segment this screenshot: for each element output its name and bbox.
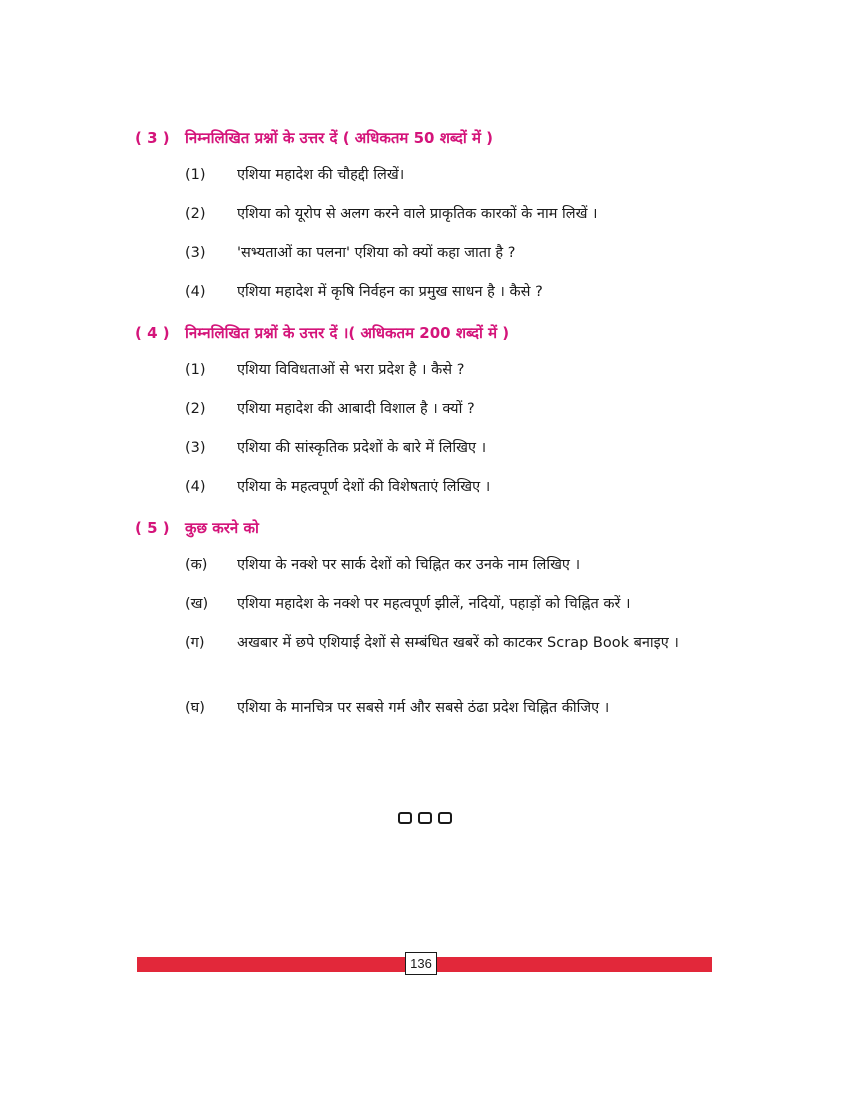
item-text: एशिया महादेश की चौहद्दी लिखें।	[237, 167, 405, 183]
square-ornament-icon	[418, 812, 432, 824]
item-text: एशिया के महत्वपूर्ण देशों की विशेषताएं लिखिए ।	[237, 479, 491, 495]
square-ornament-icon	[438, 812, 452, 824]
item-text: एशिया विविधताओं से भरा प्रदेश है । कैसे ?	[237, 362, 465, 378]
item-text: एशिया महादेश के नक्शे पर महत्वपूर्ण झीलें, नदियों, पहाड़ों को चिह्नित करें ।	[237, 596, 631, 612]
square-ornament-icon	[398, 812, 412, 824]
item-index: (ग)	[185, 635, 205, 651]
item-index: (ख)	[185, 596, 209, 612]
section-number: ( 3 )	[135, 129, 170, 147]
item-index: (क)	[185, 557, 208, 573]
list-item	[185, 240, 715, 266]
item-index: (3)	[185, 245, 206, 261]
section-number: ( 4 )	[135, 324, 170, 342]
item-text: एशिया महादेश की आबादी विशाल है । क्यों ?	[237, 401, 475, 417]
item-text: एशिया को यूरोप से अलग करने वाले प्राकृतिक कारकों के नाम लिखें ।	[237, 206, 598, 222]
list-item	[185, 162, 715, 188]
end-of-chapter-ornament	[398, 812, 452, 826]
item-text: एशिया के नक्शे पर सार्क देशों को चिह्नित कर उनके नाम लिखिए ।	[237, 557, 581, 573]
section-title: कुछ करने को	[185, 519, 259, 537]
section-3-heading	[135, 128, 493, 148]
item-index: (4)	[185, 284, 206, 300]
list-item	[185, 357, 715, 383]
item-index: (2)	[185, 206, 206, 222]
item-index: (3)	[185, 440, 206, 456]
list-item	[185, 591, 715, 617]
item-index: (1)	[185, 362, 206, 378]
item-text: एशिया महादेश में कृषि निर्वहन का प्रमुख साधन है । कैसे ?	[237, 284, 543, 300]
section-5-heading	[135, 518, 259, 538]
item-text: एशिया की सांस्कृतिक प्रदेशों के बारे में लिखिए ।	[237, 440, 487, 456]
list-item	[185, 435, 715, 461]
list-item	[185, 396, 715, 422]
item-index: (1)	[185, 167, 206, 183]
item-text: एशिया के मानचित्र पर सबसे गर्म और सबसे ठंढा प्रदेश चिह्नित कीजिए ।	[237, 700, 610, 716]
section-title: निम्नलिखित प्रश्नों के उत्तर दें ( अधिकतम 50 शब्दों में )	[185, 129, 494, 147]
list-item	[185, 279, 715, 305]
item-index: (4)	[185, 479, 206, 495]
list-item	[185, 474, 715, 500]
list-item	[185, 552, 715, 578]
item-text: 'सभ्यताओं का पलना' एशिया को क्यों कहा जाता है ?	[237, 245, 516, 261]
section-number: ( 5 )	[135, 519, 170, 537]
list-item	[185, 630, 715, 656]
list-item	[185, 201, 715, 227]
section-4-heading	[135, 323, 509, 343]
item-index: (घ)	[185, 700, 205, 716]
page-number: 136	[405, 952, 437, 975]
list-item	[185, 695, 715, 721]
item-index: (2)	[185, 401, 206, 417]
item-text: अखबार में छपे एशियाई देशों से सम्बंधित खबरें को काटकर Scrap Book बनाइए ।	[237, 635, 679, 651]
section-title: निम्नलिखित प्रश्नों के उत्तर दें ।( अधिकतम 200 शब्दों में )	[185, 324, 510, 342]
